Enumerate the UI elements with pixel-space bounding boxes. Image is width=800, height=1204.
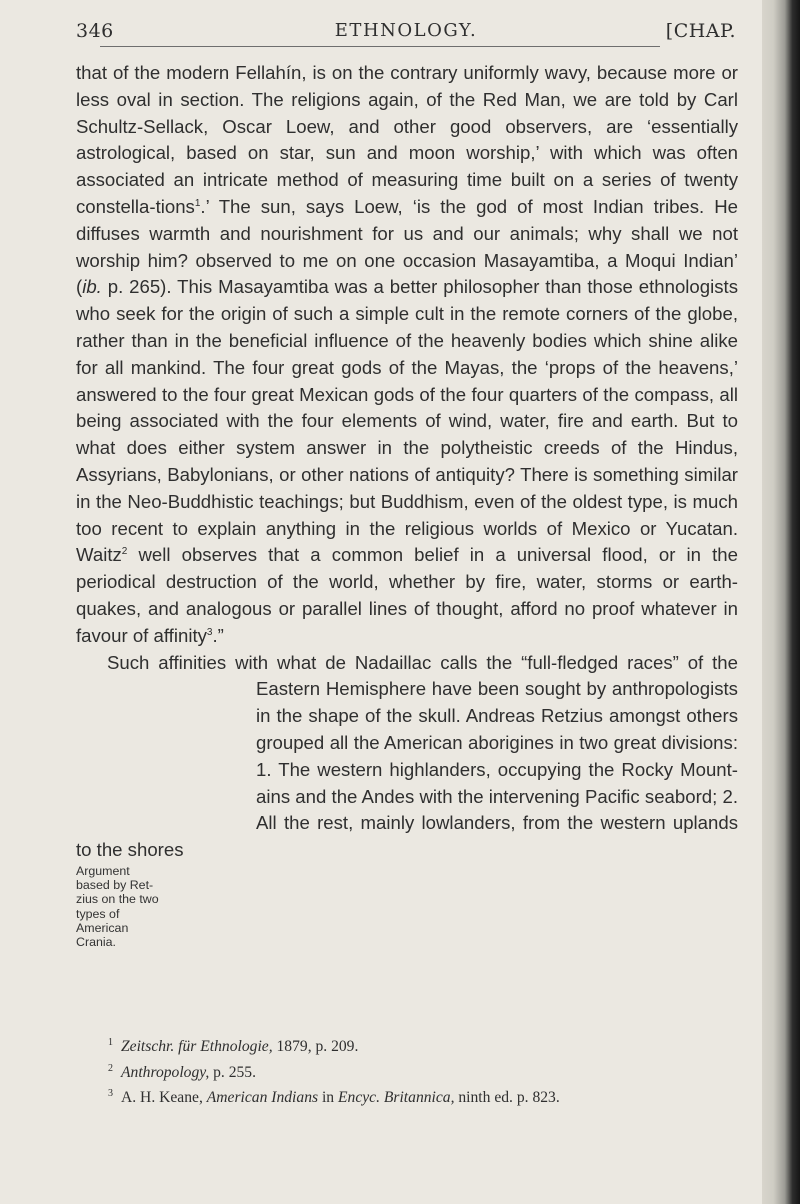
footnotes <box>108 1032 748 1109</box>
sidenote-gutter <box>76 678 256 812</box>
page-number: 346 <box>76 20 114 42</box>
margin-sidenote <box>76 864 184 949</box>
sidenote-line: types of <box>76 906 120 921</box>
footnote-3: $^3$ A. H. Keane, American Indians in Encyc. Britannica, ninth ed. p. 823. <box>108 1088 560 1106</box>
footnote-ref-2: 2 <box>121 546 128 558</box>
footnote-2: $^2$ Anthropology, p. 255. <box>108 1062 256 1081</box>
sidenote-line: Crania. <box>76 935 116 950</box>
sidenote-line: American <box>76 920 129 935</box>
page-edge-shadow <box>762 0 800 1204</box>
chapter-mark: [CHAP. <box>665 20 736 42</box>
body-text <box>76 60 738 864</box>
sidenote-line: Argument <box>76 864 130 878</box>
footnote-1: $^1$ Zeitschr. für Ethnologie, 1879, p. 209. <box>108 1037 359 1055</box>
footnote-ref-1: 1 <box>194 197 201 209</box>
header-rule <box>100 46 660 47</box>
paragraph-1: that of the modern Fellahín, is on the contrary uniformly wavy, because more or less oval in section. The religions again, of the Red Man, we are told by Carl Schultz-Sellack, Oscar Loew, and other good observers, are ‘essentially astrological, based on star, sun and moon worship,’ with which was often associated an intricate method of measuring time built on a series of twenty constella-tions$^1$.’ The sun, says Loew, ‘is the god of most Indian tribes. He diffuses warmth and nourishment for us and our animals; why shall we not worship him? observed to me on one occasion Masayamtiba, a Moqui Indian’ (ib. p. 265). This Masayamtiba was a better philosopher than those ethnologists who seek for the origin of such a simple cult in the remote corners of the globe, rather than in the beneficial influence of the heavenly bodies which shine alike for all mankind. The four great gods of the Mayas, the ‘props of the heavens,’ answered to the four great Mexican gods of the four quarters of the compass, all being associated with the four elements of wind, water, fire and earth. But to what does either system answer in the polytheistic creeds of the Hindus, Assyrians, Babylonians, or other nations of antiquity? There is something similar in the Neo-Buddhistic teachings; but Buddhism, even of the oldest type, is much too recent to explain anything in the religious worlds of Mexico or Yucatan. Waitz$^2$ well observes that a common belief in a universal flood, or in the periodical destruction of the world, whether by fire, water, storms or earth-quakes, and analogous or parallel lines of thought, afford no proof whatever in favour of affinity$^3$.” <box>76 62 738 646</box>
sidenote-line: based by Ret- <box>76 878 154 893</box>
running-title: ETHNOLOGY. <box>334 20 478 41</box>
paragraph-2: Such affinities with what de Nadaillac calls the “full-fledged races” of the Eastern Hemisphere have been sought by anthropologists in the shape of the skull. Andreas Retzius amongst others grouped all the American aborigines in two great divisions: 1. The western highlanders, occupying the Rocky Mount-ains and the Andes with the intervening Pacific seabord; 2. All the rest, mainly lowlanders, from the western uplands to the shores <box>76 651 738 861</box>
sidenote-line: zius on the two <box>76 892 159 907</box>
running-header <box>76 14 736 48</box>
footnote-ref-3: 3 <box>206 626 213 638</box>
